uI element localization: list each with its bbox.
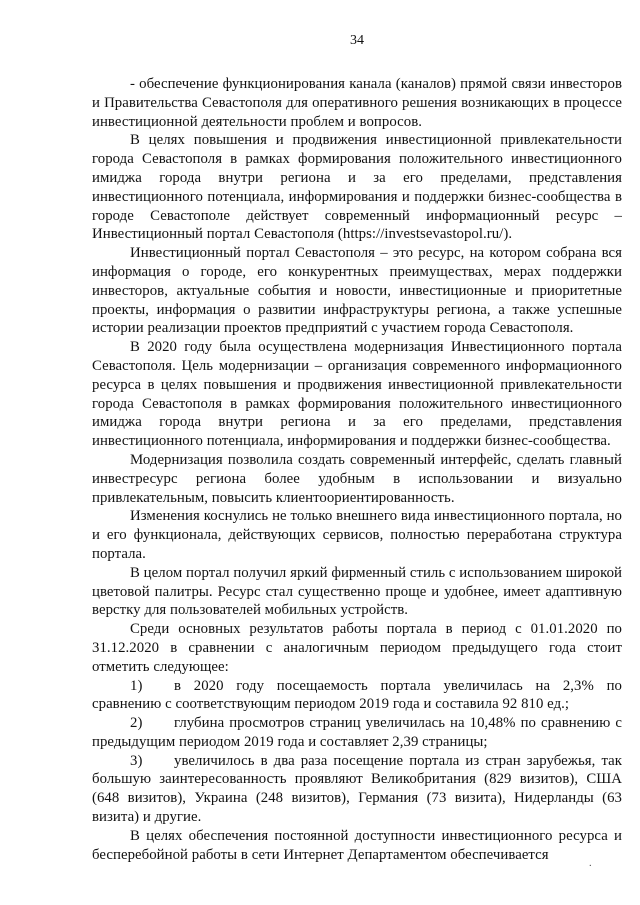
list-item (92, 752, 622, 827)
paragraph-portal-description: Инвестиционный портал Севастополя – это ресурс, на котором собрана вся информация о городе, его конкурентных преимуществах, мерах поддержки инвесторов, актуальные события и новости, инвестиционные и приоритетные проекты, информация о развитии инфраструктуры региона, а также успешные истории реализации проектов предприятий с участием города Севастополя. (92, 245, 622, 337)
corner-mark: · (588, 861, 592, 873)
paragraph-style: В целом портал получил яркий фирменный стиль с использованием широкой цветовой палитры. Ресурс стал существенно проще и удобнее, имеет адаптивную верстку для пользователей мобильных устройств. (92, 564, 622, 619)
list-item-text: в 2020 году посещаемость портала увеличилась на 2,3% по сравнению с соответствующим периодом 2019 года и составила 92 810 ед.; (92, 677, 622, 713)
list-item-text: увеличилось в два раза посещение портала из стран зарубежья, так большую заинтересованность проявляют Великобритания (829 визитов), США (648 визитов), Украина (248 визитов), Германия (73 визита), Нидерланды (63 визита) и другие. (92, 752, 622, 826)
paragraph-feedback-channel: - обеспечение функционирования канала (каналов) прямой связи инвесторов и Правительства Севастополя для оперативного решения возникающих в процессе инвестиционной деятельности проблем и вопросов. (92, 76, 622, 130)
paragraph-portal-purpose: В целях повышения и продвижения инвестиционной привлекательности города Севастополя в рамках формирования положительного инвестиционного имиджа города внутри региона и за его пределами, представления инвестиционного потенциала, информирования и поддержки бизнес-сообщества в городе Севастополе действует современный информационный ресурс – Инвестиционный портал Севастополя (https://investsevastopol.ru/). (92, 132, 622, 243)
list-item-number: 2) (130, 715, 143, 732)
list-item (92, 714, 622, 752)
list-item (92, 677, 622, 715)
list-item-number: 1) (130, 677, 143, 694)
page-number: 34 (350, 33, 364, 48)
paragraph-results-intro: Среди основных результатов работы портала в период с 01.01.2020 по 31.12.2020 в сравнении с аналогичным периодом предыдущего года стоит отметить следующее: (92, 621, 622, 675)
paragraph-modernization: В 2020 году была осуществлена модернизация Инвестиционного портала Севастополя. Цель модернизации – организация современного информационного ресурса в целях повышения и продвижения инвестиционной привлекательности города Севастополя в рамках формирования положительного инвестиционного имиджа города внутри региона и за его пределами, представления инвестиционного потенциала, информирования и поддержки бизнес-сообщества. (92, 339, 622, 450)
paragraph-changes: Изменения коснулись не только внешнего вида инвестиционного портала, но и его функционала, действующих сервисов, полностью переработана структура портала. (92, 508, 622, 562)
list-item-text: глубина просмотров страниц увеличилась на 10,48% по сравнению с предыдущим периодом 2019 года и составляет 2,39 страницы; (92, 715, 622, 750)
paragraph-new-interface: Модернизация позволила создать современный интерфейс, сделать главный инвестресурс региона более удобным в использовании и визуально привлекательным, повысить клиентоориентированность. (92, 451, 622, 506)
paragraph-closing: В целях обеспечения постоянной доступности инвестиционного ресурса и бесперебойной работы в сети Интернет Департаментом обеспечивается (92, 827, 622, 863)
list-item-number: 3) (130, 752, 143, 769)
